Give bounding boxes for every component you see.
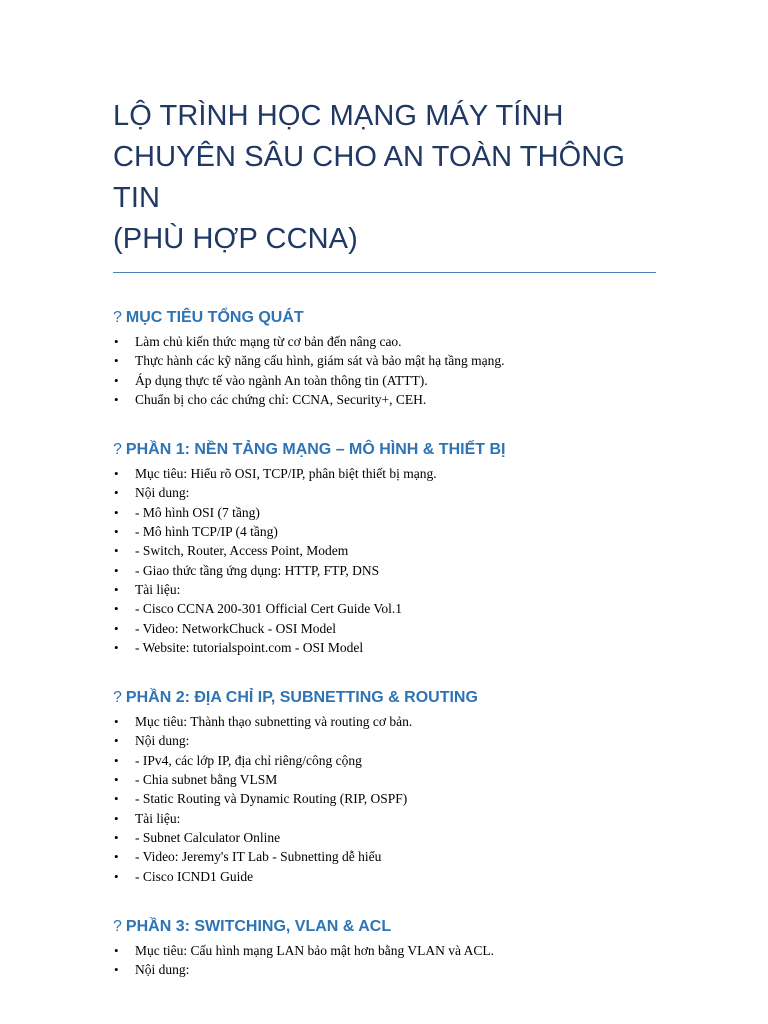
list-item — [113, 371, 656, 390]
list-item-text: - Cisco ICND1 Guide — [135, 868, 254, 884]
title-line-1: LỘ TRÌNH HỌC MẠNG MÁY TÍNH — [113, 100, 564, 132]
bullet-icon: • — [114, 524, 119, 540]
bullet-icon: • — [114, 334, 119, 349]
list-item-text: Thực hành các kỹ năng cấu hình, giám sát và bảo mật hạ tầng mạng. — [135, 353, 505, 369]
list-item — [113, 503, 656, 522]
list-item — [113, 960, 656, 979]
list-item — [113, 483, 656, 502]
bullet-icon: • — [114, 791, 119, 807]
list-item — [113, 464, 656, 483]
section-heading-text: PHẦN 2: ĐỊA CHỈ IP, SUBNETTING & ROUTING — [125, 689, 478, 707]
bullet-list — [113, 464, 656, 657]
bullet-icon: • — [114, 639, 119, 655]
missing-glyph-icon: ? — [113, 917, 122, 935]
title-line-3: (PHÙ HỢP CCNA) — [113, 223, 358, 255]
document-page — [113, 96, 656, 979]
list-item — [113, 941, 656, 960]
list-item-text: - Chia subnet bằng VLSM — [135, 772, 278, 788]
bullet-icon: • — [114, 868, 119, 884]
list-item-text: Nội dung: — [135, 962, 190, 978]
section-1 — [113, 440, 656, 657]
bullet-icon: • — [114, 601, 119, 617]
list-item — [113, 809, 656, 828]
list-item — [113, 332, 656, 351]
bullet-icon: • — [114, 391, 119, 407]
list-item-text: - Subnet Calculator Online — [135, 829, 281, 845]
list-item — [113, 751, 656, 770]
bullet-icon: • — [114, 485, 119, 501]
bullet-icon: • — [114, 849, 119, 865]
list-item-text: - IPv4, các lớp IP, địa chỉ riêng/công cộng — [135, 752, 362, 768]
list-item-text: - Mô hình TCP/IP (4 tầng) — [135, 524, 278, 540]
section-heading-text: MỤC TIÊU TỔNG QUÁT — [125, 309, 304, 326]
list-item — [113, 522, 656, 541]
section-heading — [113, 688, 656, 708]
section-heading — [113, 308, 656, 328]
list-item-text: Nội dung: — [135, 485, 190, 501]
list-item-text: Chuẩn bị cho các chứng chỉ: CCNA, Security+, CEH. — [135, 391, 427, 407]
bullet-icon: • — [114, 372, 119, 388]
list-item-text: - Website: tutorialspoint.com - OSI Model — [135, 639, 364, 655]
list-item-text: Nội dung: — [135, 733, 190, 749]
section-heading-text: PHẦN 1: NỀN TẢNG MẠNG – MÔ HÌNH & THIẾT BỊ — [125, 441, 506, 459]
list-item — [113, 770, 656, 789]
sections-container — [113, 308, 656, 979]
bullet-list — [113, 332, 656, 409]
bullet-icon: • — [114, 504, 119, 520]
bullet-icon: • — [114, 733, 119, 749]
bullet-list — [113, 941, 656, 980]
list-item-text: Tài liệu: — [135, 810, 181, 826]
list-item-text: Mục tiêu: Thành thạo subnetting và routing cơ bản. — [135, 714, 413, 730]
list-item-text: Tài liệu: — [135, 581, 181, 597]
section-3 — [113, 917, 656, 980]
bullet-icon: • — [114, 829, 119, 845]
section-heading — [113, 440, 656, 460]
list-item-text: Mục tiêu: Hiểu rõ OSI, TCP/IP, phân biệt thiết bị mạng. — [135, 466, 437, 482]
list-item — [113, 561, 656, 580]
bullet-icon: • — [114, 620, 119, 636]
bullet-icon: • — [114, 810, 119, 826]
bullet-icon: • — [114, 562, 119, 578]
missing-glyph-icon: ? — [113, 689, 122, 707]
bullet-icon: • — [114, 581, 119, 597]
list-item-text: Áp dụng thực tế vào ngành An toàn thông tin (ATTT). — [135, 372, 428, 388]
missing-glyph-icon: ? — [113, 309, 122, 326]
list-item-text: - Giao thức tầng ứng dụng: HTTP, FTP, DNS — [135, 562, 380, 578]
list-item-text: Làm chủ kiến thức mạng từ cơ bản đến nâng cao. — [135, 334, 402, 349]
list-item — [113, 599, 656, 618]
title-line-2: CHUYÊN SÂU CHO AN TOÀN THÔNG TIN — [113, 141, 625, 214]
list-item-text: - Cisco CCNA 200-301 Official Cert Guide Vol.1 — [135, 601, 402, 617]
section-heading-text: PHẦN 3: SWITCHING, VLAN & ACL — [125, 917, 392, 935]
bullet-icon: • — [114, 543, 119, 559]
section-0 — [113, 308, 656, 409]
list-item — [113, 638, 656, 657]
bullet-list — [113, 712, 656, 886]
list-item — [113, 351, 656, 370]
list-item — [113, 580, 656, 599]
list-item — [113, 731, 656, 750]
list-item — [113, 828, 656, 847]
list-item — [113, 847, 656, 866]
bullet-icon: • — [114, 466, 119, 482]
title-divider — [113, 272, 656, 273]
list-item — [113, 390, 656, 409]
section-heading — [113, 917, 656, 937]
list-item-text: - Mô hình OSI (7 tầng) — [135, 504, 260, 520]
list-item-text: - Switch, Router, Access Point, Modem — [135, 543, 349, 559]
list-item-text: - Static Routing và Dynamic Routing (RIP, OSPF) — [135, 791, 408, 807]
bullet-icon: • — [114, 353, 119, 369]
bullet-icon: • — [114, 962, 119, 978]
bullet-icon: • — [114, 942, 119, 958]
list-item-text: - Video: Jeremy's IT Lab - Subnetting dễ hiểu — [135, 849, 382, 865]
list-item — [113, 867, 656, 886]
bullet-icon: • — [114, 752, 119, 768]
missing-glyph-icon: ? — [113, 441, 122, 459]
list-item — [113, 619, 656, 638]
list-item-text: - Video: NetworkChuck - OSI Model — [135, 620, 337, 636]
bullet-icon: • — [114, 714, 119, 730]
bullet-icon: • — [114, 772, 119, 788]
list-item-text: Mục tiêu: Cấu hình mạng LAN bảo mật hơn bằng VLAN và ACL. — [135, 942, 494, 958]
document-title — [113, 96, 656, 260]
section-2 — [113, 688, 656, 886]
list-item — [113, 541, 656, 560]
list-item — [113, 789, 656, 808]
list-item — [113, 712, 656, 731]
